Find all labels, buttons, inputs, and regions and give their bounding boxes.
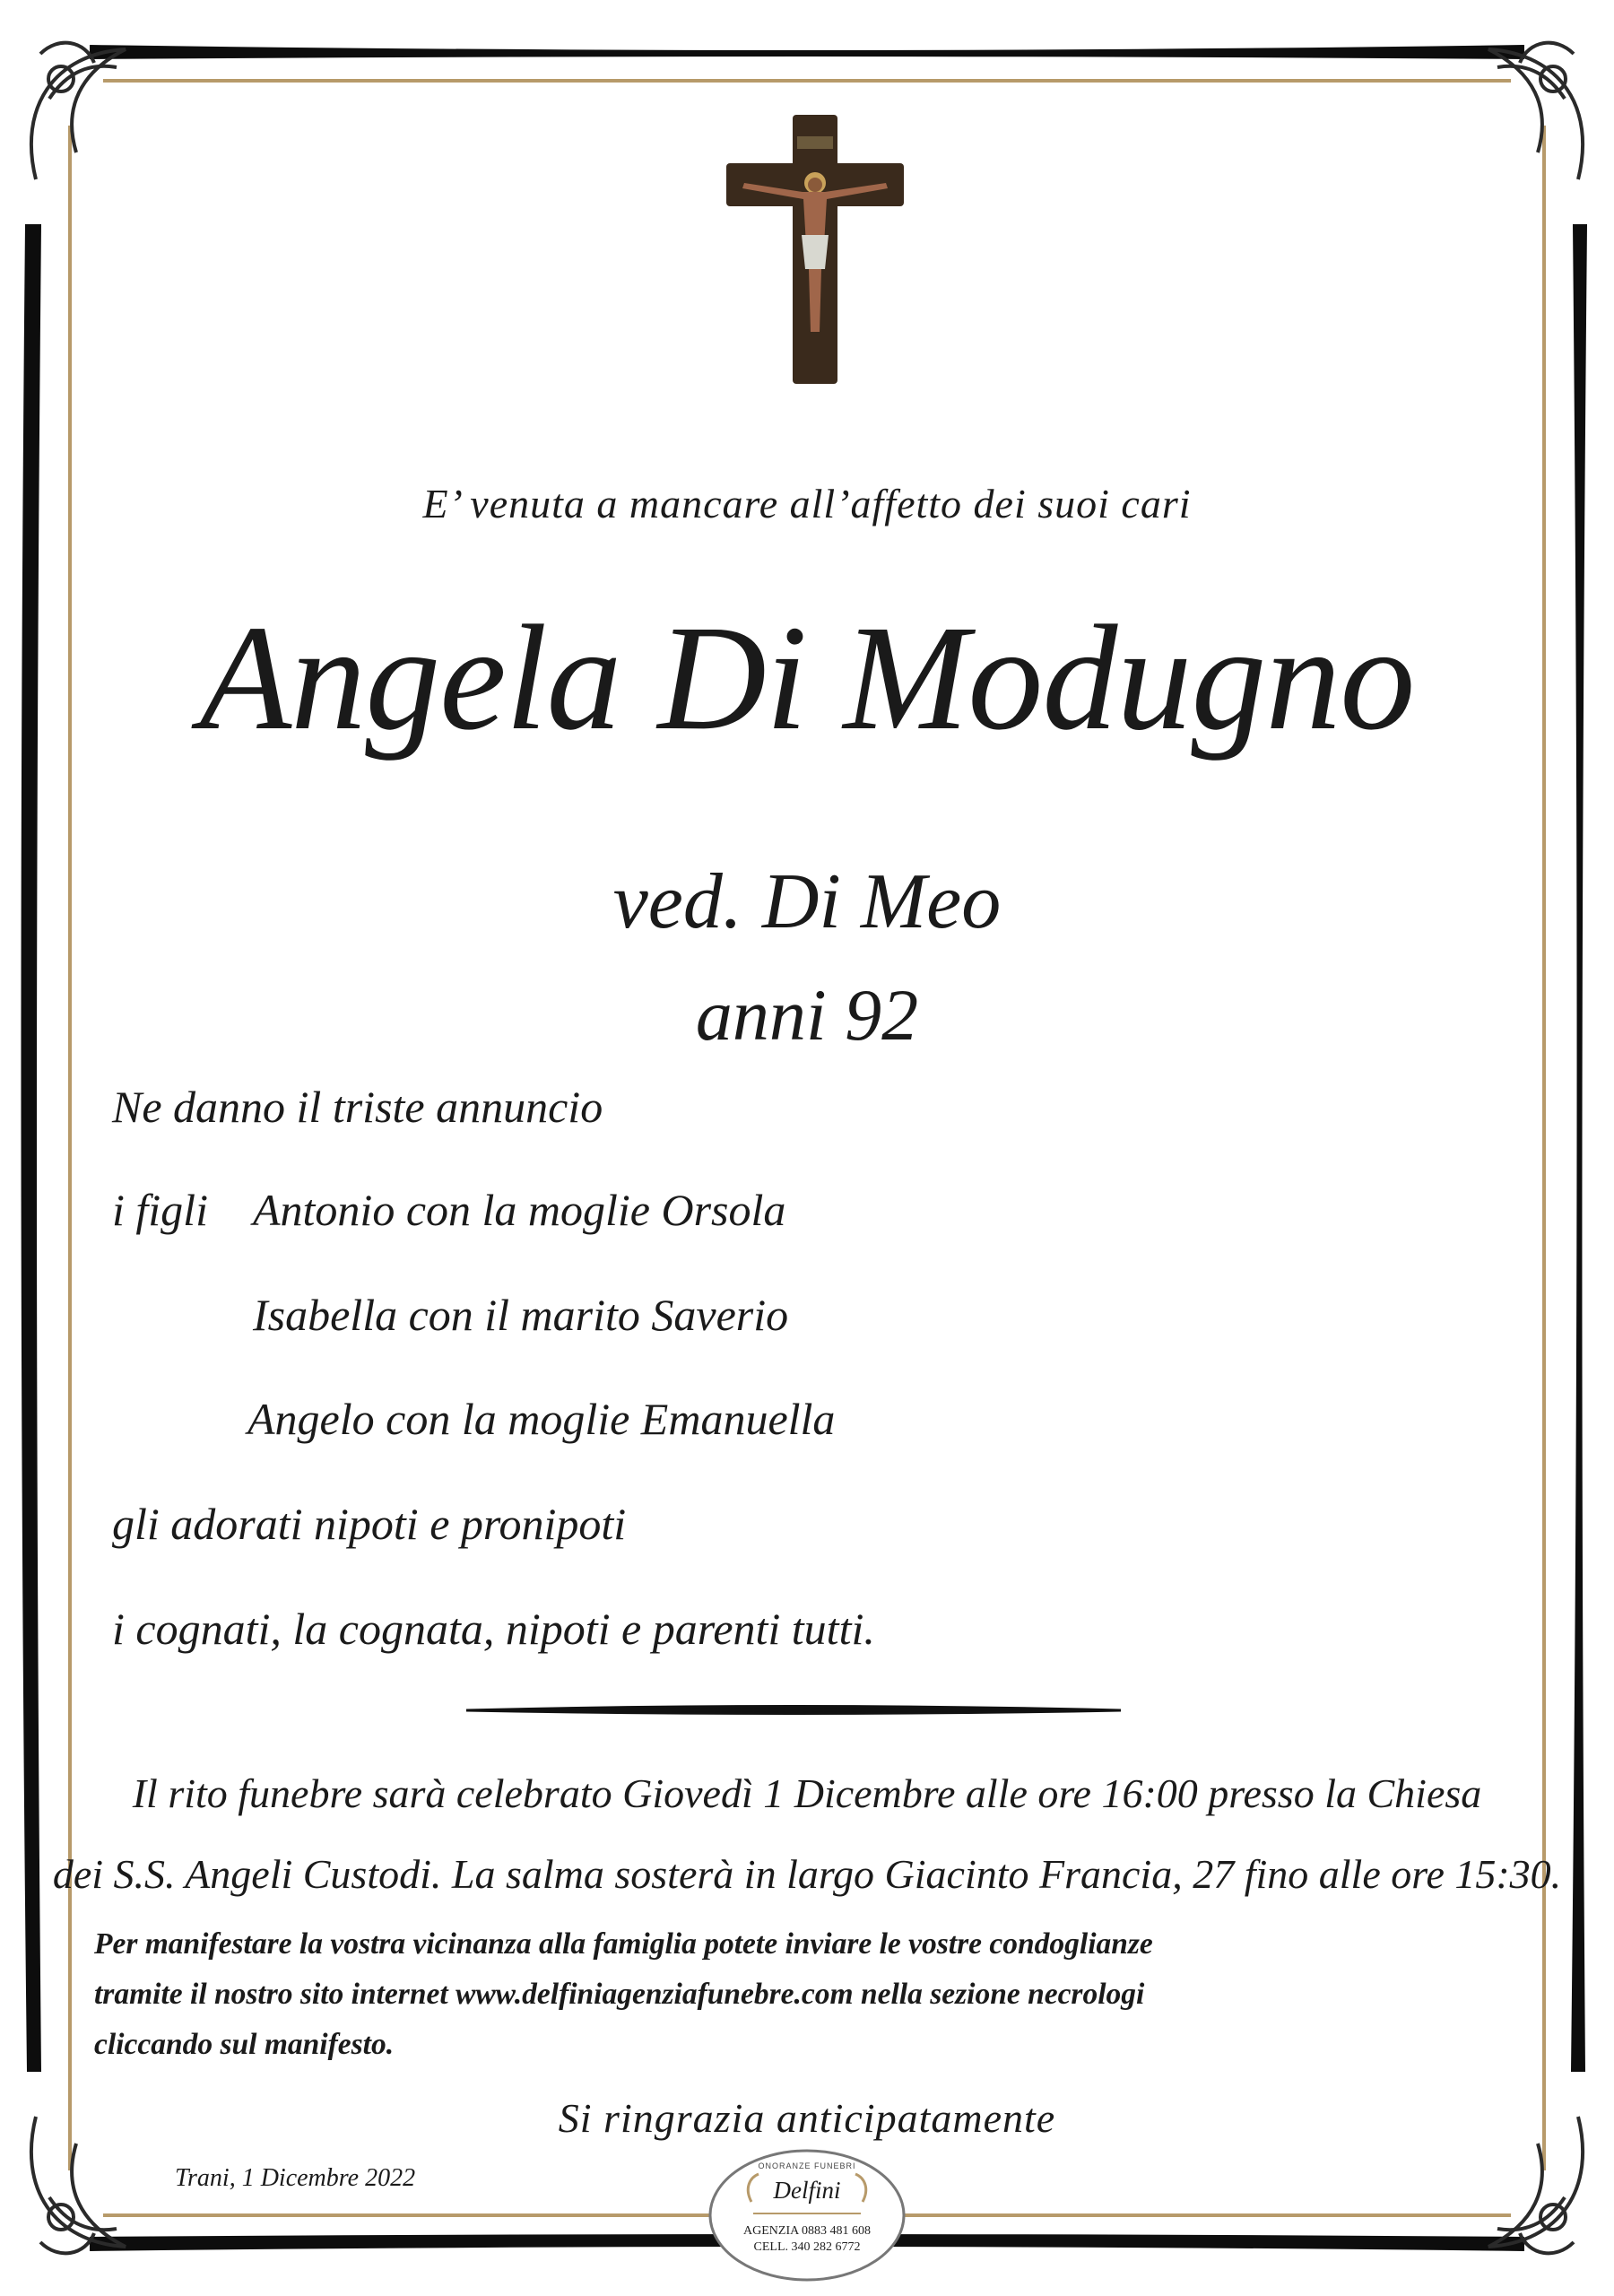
intro-line: E’ venuta a mancare all’affetto dei suoi cari — [422, 481, 1192, 526]
announcement-line: Ne danno il triste annuncio — [112, 1082, 603, 1132]
corner-ornament-icon — [31, 43, 126, 179]
thanks-line: Si ringrazia anticipatamente — [558, 2095, 1056, 2141]
rite-line: Il rito funebre sarà celebrato Giovedì 1 Dicembre alle ore 16:00 presso la Chiesa — [132, 1770, 1482, 1816]
deceased-name: Angela Di Modugno — [199, 595, 1415, 761]
announcement-line: Isabella con il marito Saverio — [253, 1290, 789, 1340]
agency-phone-office: AGENZIA 0883 481 608 — [743, 2224, 871, 2238]
condolence-line: tramite il nostro sito internet www.delfiniagenziafunebre.com nella sezione necrologi — [94, 1978, 1145, 2011]
announcement-line: Angelo con la moglie Emanuella — [247, 1394, 836, 1444]
agency-phone-mobile: CELL. 340 282 6772 — [753, 2240, 861, 2254]
announcement-line: i cognati, la cognata, nipoti e parenti tutti. — [112, 1604, 875, 1654]
place-date: Trani, 1 Dicembre 2022 — [175, 2164, 416, 2192]
age: anni 92 — [695, 974, 919, 1056]
children-label: i figli — [112, 1185, 208, 1235]
agency-top-label: ONORANZE FUNEBRI — [758, 2161, 856, 2170]
widow-of: ved. Di Meo — [612, 858, 1002, 945]
announcement-line: Antonio con la moglie Orsola — [253, 1185, 786, 1235]
funeral-rite-text — [0, 1753, 1614, 1915]
condolence-note — [94, 1919, 1529, 2070]
condolence-line: Per manifestare la vostra vicinanza alla famiglia potete inviare le vostre condoglianze — [94, 1927, 1153, 1961]
announcement-line: gli adorati nipoti e pronipoti — [112, 1499, 627, 1549]
rite-line: dei S.S. Angeli Custodi. La salma sosterà in largo Giacinto Francia, 27 fino alle ore 15:30. — [52, 1851, 1562, 1897]
agency-name: Delfini — [773, 2177, 841, 2204]
condolence-line: cliccando sul manifesto. — [94, 2028, 395, 2061]
crucifix-icon — [726, 115, 904, 384]
